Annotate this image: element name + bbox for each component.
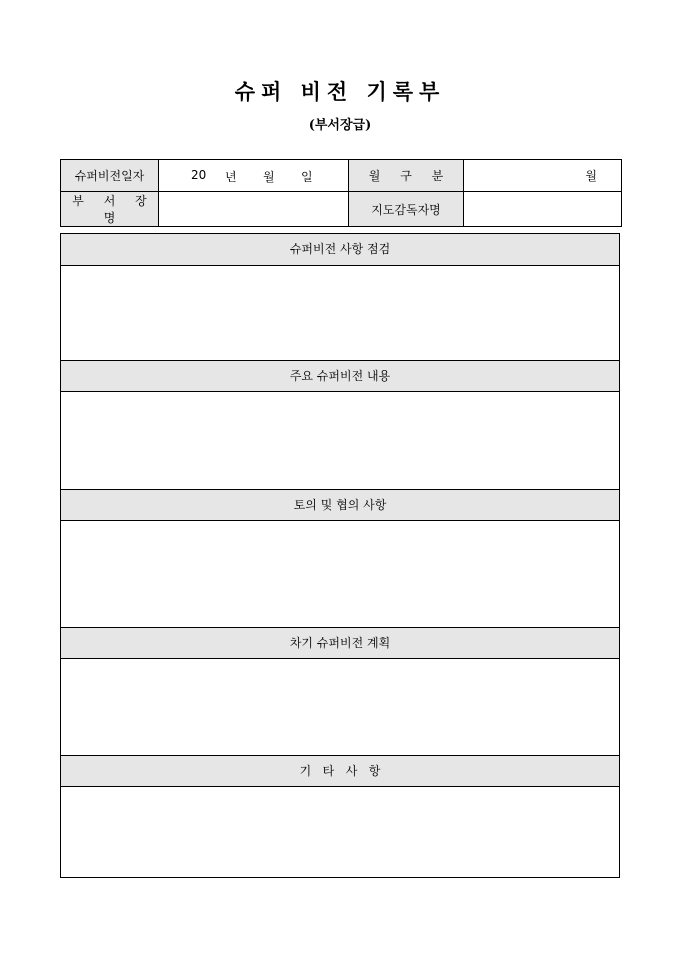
- section-body-other[interactable]: [61, 787, 619, 877]
- section-heading-check: 슈퍼비전 사항 점검: [61, 234, 619, 266]
- section-heading-discussion: 토의 및 협의 사항: [61, 489, 619, 521]
- date-label: 슈퍼비전일자: [61, 160, 159, 192]
- date-month-unit: 월: [263, 170, 275, 184]
- info-table: [60, 159, 622, 227]
- month-type-input[interactable]: 월: [464, 160, 622, 192]
- date-year-unit: 년: [225, 170, 237, 184]
- month-type-label: 월 구 분: [349, 160, 464, 192]
- section-body-discussion[interactable]: [61, 521, 619, 627]
- section-body-check[interactable]: [61, 266, 619, 360]
- section-heading-other: 기 타 사 항: [61, 755, 619, 787]
- supervisor-input[interactable]: [464, 192, 622, 227]
- section-heading-next-plan: 차기 슈퍼비전 계획: [61, 627, 619, 659]
- supervisor-label: 지도감독자명: [349, 192, 464, 227]
- section-heading-main-content: 주요 슈퍼비전 내용: [61, 360, 619, 392]
- section-body-next-plan[interactable]: [61, 659, 619, 755]
- document-subtitle: (부서장급): [308, 118, 372, 133]
- dept-head-label: 부 서 장 명: [61, 192, 159, 227]
- date-year-prefix: 20: [191, 168, 207, 182]
- info-row-date: [61, 160, 622, 192]
- date-day-unit: 일: [301, 170, 313, 184]
- info-row-names: [61, 192, 622, 227]
- date-input[interactable]: [159, 160, 349, 192]
- dept-head-input[interactable]: [159, 192, 349, 227]
- document-title: 슈퍼 비전 기록부: [234, 79, 446, 104]
- record-sections: [60, 233, 620, 878]
- section-body-main-content[interactable]: [61, 392, 619, 489]
